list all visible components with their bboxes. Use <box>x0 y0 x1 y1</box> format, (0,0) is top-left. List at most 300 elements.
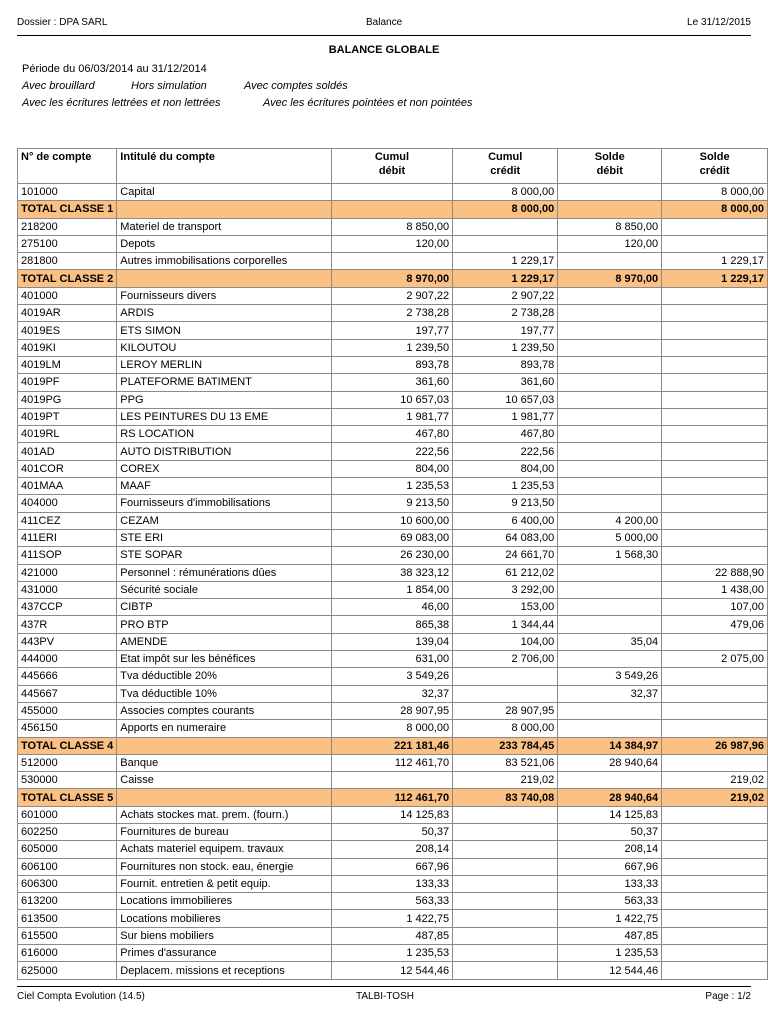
cell-solde-debit <box>558 651 662 668</box>
cell-label: Locations immobilieres <box>117 893 331 910</box>
col-header-solde-debit: Solde débit <box>558 149 662 184</box>
cell-cumul-debit: 865,38 <box>331 616 452 633</box>
cell-solde-debit <box>558 443 662 460</box>
cell-solde-debit <box>558 305 662 322</box>
cell-account: TOTAL CLASSE 5 <box>18 789 117 806</box>
cell-cumul-debit: 467,80 <box>331 426 452 443</box>
balance-table <box>17 148 768 980</box>
table-row <box>18 564 768 581</box>
cell-label: Sécurité sociale <box>117 581 331 598</box>
cell-solde-debit: 667,96 <box>558 858 662 875</box>
header-divider <box>17 35 751 36</box>
table-row <box>18 720 768 737</box>
cell-cumul-debit: 46,00 <box>331 599 452 616</box>
cell-cumul-debit: 12 544,46 <box>331 962 452 979</box>
cell-solde-debit: 50,37 <box>558 823 662 840</box>
cell-cumul-credit: 804,00 <box>453 460 558 477</box>
cell-solde-debit: 3 549,26 <box>558 668 662 685</box>
cell-cumul-credit: 153,00 <box>453 599 558 616</box>
cell-account: 4019LM <box>18 356 117 373</box>
cell-cumul-debit: 222,56 <box>331 443 452 460</box>
cell-solde-credit: 219,02 <box>662 789 768 806</box>
cell-solde-debit: 8 970,00 <box>558 270 662 287</box>
cell-label: AMENDE <box>117 633 331 650</box>
cell-cumul-debit: 667,96 <box>331 858 452 875</box>
cell-label: RS LOCATION <box>117 426 331 443</box>
cell-solde-credit <box>662 478 768 495</box>
cell-account: 401AD <box>18 443 117 460</box>
cell-cumul-debit <box>331 772 452 789</box>
cell-cumul-credit <box>453 841 558 858</box>
cell-solde-debit: 563,33 <box>558 893 662 910</box>
cell-label: Deplacem. missions et receptions <box>117 962 331 979</box>
page-number: Page : 1/2 <box>705 991 751 1002</box>
cell-account: 401COR <box>18 460 117 477</box>
table-row <box>18 927 768 944</box>
table-row <box>18 287 768 304</box>
cell-label: AUTO DISTRIBUTION <box>117 443 331 460</box>
cell-cumul-debit <box>331 184 452 201</box>
cell-account: 4019ES <box>18 322 117 339</box>
cell-cumul-debit: 112 461,70 <box>331 754 452 771</box>
cell-solde-credit <box>662 927 768 944</box>
cell-cumul-credit: 9 213,50 <box>453 495 558 512</box>
cell-account: 411CEZ <box>18 512 117 529</box>
table-row <box>18 184 768 201</box>
cell-label: Sur biens mobiliers <box>117 927 331 944</box>
table-row <box>18 426 768 443</box>
cell-solde-credit <box>662 218 768 235</box>
table-row <box>18 460 768 477</box>
cell-label: Materiel de transport <box>117 218 331 235</box>
cell-solde-credit <box>662 547 768 564</box>
cell-cumul-credit <box>453 668 558 685</box>
cell-label: Caisse <box>117 772 331 789</box>
cell-cumul-credit: 1 239,50 <box>453 339 558 356</box>
cell-solde-debit: 14 384,97 <box>558 737 662 754</box>
cell-cumul-debit: 208,14 <box>331 841 452 858</box>
cell-account: 4019AR <box>18 305 117 322</box>
table-row <box>18 391 768 408</box>
option-ecritures-lettrees: Avec les écritures lettrées et non lettrées <box>22 97 221 109</box>
cell-solde-credit <box>662 287 768 304</box>
cell-solde-credit <box>662 962 768 979</box>
cell-account: 401MAA <box>18 478 117 495</box>
table-row <box>18 875 768 892</box>
cell-account: 437CCP <box>18 599 117 616</box>
total-row <box>18 270 768 287</box>
table-row <box>18 893 768 910</box>
cell-cumul-debit: 14 125,83 <box>331 806 452 823</box>
cell-solde-credit: 107,00 <box>662 599 768 616</box>
cell-solde-debit <box>558 408 662 425</box>
cell-account: 613200 <box>18 893 117 910</box>
option-simulation: Hors simulation <box>131 80 207 92</box>
cell-solde-debit <box>558 253 662 270</box>
table-row <box>18 443 768 460</box>
cell-solde-credit <box>662 305 768 322</box>
cell-solde-credit <box>662 720 768 737</box>
cell-cumul-debit: 487,85 <box>331 927 452 944</box>
cell-cumul-debit: 2 907,22 <box>331 287 452 304</box>
table-header-row <box>18 149 768 184</box>
cell-label <box>117 270 331 287</box>
cell-solde-credit: 26 987,96 <box>662 737 768 754</box>
cell-cumul-credit <box>453 893 558 910</box>
cell-label: Banque <box>117 754 331 771</box>
cell-solde-debit: 133,33 <box>558 875 662 892</box>
cell-cumul-credit <box>453 685 558 702</box>
cell-solde-debit: 14 125,83 <box>558 806 662 823</box>
cell-account: 456150 <box>18 720 117 737</box>
cell-cumul-debit: 10 600,00 <box>331 512 452 529</box>
table-row <box>18 512 768 529</box>
cell-cumul-debit: 221 181,46 <box>331 737 452 754</box>
cell-cumul-credit: 6 400,00 <box>453 512 558 529</box>
cell-account: 404000 <box>18 495 117 512</box>
cell-solde-debit <box>558 374 662 391</box>
cell-cumul-debit: 69 083,00 <box>331 529 452 546</box>
cell-cumul-credit: 893,78 <box>453 356 558 373</box>
cell-solde-debit <box>558 720 662 737</box>
cell-label: PPG <box>117 391 331 408</box>
cell-account: 445667 <box>18 685 117 702</box>
cell-account: 4019KI <box>18 339 117 356</box>
cell-solde-credit <box>662 702 768 719</box>
cell-solde-credit <box>662 426 768 443</box>
cell-cumul-credit: 1 344,44 <box>453 616 558 633</box>
table-row <box>18 841 768 858</box>
cell-solde-credit <box>662 668 768 685</box>
cell-account: 616000 <box>18 945 117 962</box>
table-row <box>18 356 768 373</box>
cell-solde-credit: 2 075,00 <box>662 651 768 668</box>
table-row <box>18 374 768 391</box>
table-row <box>18 599 768 616</box>
cell-account: 421000 <box>18 564 117 581</box>
cell-solde-debit: 35,04 <box>558 633 662 650</box>
cell-account: 275100 <box>18 235 117 252</box>
cell-cumul-debit: 50,37 <box>331 823 452 840</box>
cell-solde-credit <box>662 512 768 529</box>
cell-solde-debit <box>558 564 662 581</box>
cell-cumul-debit: 133,33 <box>331 875 452 892</box>
software-label: Ciel Compta Evolution (14.5) <box>17 991 145 1002</box>
table-row <box>18 754 768 771</box>
table-row <box>18 962 768 979</box>
cell-solde-debit <box>558 702 662 719</box>
cell-label: PLATEFORME BATIMENT <box>117 374 331 391</box>
cell-solde-credit <box>662 633 768 650</box>
cell-cumul-credit: 1 235,53 <box>453 478 558 495</box>
cell-solde-credit <box>662 841 768 858</box>
cell-solde-credit: 8 000,00 <box>662 201 768 218</box>
table-row <box>18 339 768 356</box>
cell-solde-credit <box>662 460 768 477</box>
cell-solde-debit <box>558 426 662 443</box>
cell-label <box>117 789 331 806</box>
table-row <box>18 305 768 322</box>
cell-label: Etat impôt sur les bénéfices <box>117 651 331 668</box>
cell-cumul-credit: 2 738,28 <box>453 305 558 322</box>
cell-account: TOTAL CLASSE 1 <box>18 201 117 218</box>
cell-label: KILOUTOU <box>117 339 331 356</box>
cell-cumul-debit: 197,77 <box>331 322 452 339</box>
total-row <box>18 201 768 218</box>
cell-account: 4019RL <box>18 426 117 443</box>
cell-solde-debit <box>558 599 662 616</box>
cell-label: Tva déductible 20% <box>117 668 331 685</box>
cell-solde-credit <box>662 685 768 702</box>
cell-cumul-credit: 83 521,06 <box>453 754 558 771</box>
table-row <box>18 408 768 425</box>
cell-label: PRO BTP <box>117 616 331 633</box>
cell-cumul-debit: 10 657,03 <box>331 391 452 408</box>
table-row <box>18 858 768 875</box>
cell-cumul-debit: 1 981,77 <box>331 408 452 425</box>
cell-account: 411ERI <box>18 529 117 546</box>
cell-cumul-debit: 1 239,50 <box>331 339 452 356</box>
cell-solde-debit: 32,37 <box>558 685 662 702</box>
table-row <box>18 581 768 598</box>
period-text: Période du 06/03/2014 au 31/12/2014 <box>22 63 207 75</box>
cell-solde-debit: 120,00 <box>558 235 662 252</box>
cell-solde-credit <box>662 529 768 546</box>
table-row <box>18 218 768 235</box>
col-header-account: N° de compte <box>18 149 117 184</box>
report-date: Le 31/12/2015 <box>687 17 751 28</box>
cell-cumul-credit: 3 292,00 <box>453 581 558 598</box>
cell-cumul-credit: 8 000,00 <box>453 201 558 218</box>
cell-label: LES PEINTURES DU 13 EME <box>117 408 331 425</box>
table-row <box>18 772 768 789</box>
cell-cumul-credit <box>453 927 558 944</box>
cell-label: LEROY MERLIN <box>117 356 331 373</box>
cell-solde-credit <box>662 495 768 512</box>
cell-cumul-credit: 8 000,00 <box>453 184 558 201</box>
table-row <box>18 685 768 702</box>
cell-account: 443PV <box>18 633 117 650</box>
cell-solde-credit <box>662 408 768 425</box>
cell-cumul-credit: 1 229,17 <box>453 253 558 270</box>
dossier-label: Dossier : DPA SARL <box>17 17 108 28</box>
cell-account: 431000 <box>18 581 117 598</box>
cell-label: Personnel : rémunérations dûes <box>117 564 331 581</box>
table-row <box>18 910 768 927</box>
cell-account: 530000 <box>18 772 117 789</box>
cell-label: Fournisseurs divers <box>117 287 331 304</box>
cell-cumul-credit: 197,77 <box>453 322 558 339</box>
cell-solde-credit <box>662 339 768 356</box>
cell-cumul-credit <box>453 858 558 875</box>
cell-cumul-debit: 32,37 <box>331 685 452 702</box>
table-row <box>18 253 768 270</box>
cell-account: 615500 <box>18 927 117 944</box>
cell-cumul-debit: 361,60 <box>331 374 452 391</box>
total-row <box>18 737 768 754</box>
cell-solde-debit: 487,85 <box>558 927 662 944</box>
cell-solde-credit <box>662 443 768 460</box>
cell-cumul-debit: 38 323,12 <box>331 564 452 581</box>
cell-label: Capital <box>117 184 331 201</box>
cell-account: 512000 <box>18 754 117 771</box>
option-ecritures-pointees: Avec les écritures pointées et non pointées <box>263 97 473 109</box>
cell-solde-credit <box>662 391 768 408</box>
cell-cumul-credit <box>453 945 558 962</box>
cell-account: 601000 <box>18 806 117 823</box>
cell-label: MAAF <box>117 478 331 495</box>
cell-cumul-debit: 9 213,50 <box>331 495 452 512</box>
cell-solde-debit <box>558 391 662 408</box>
cell-label: Fournitures non stock. eau, énergie <box>117 858 331 875</box>
cell-cumul-debit: 1 235,53 <box>331 945 452 962</box>
option-brouillard: Avec brouillard <box>22 80 95 92</box>
cell-solde-credit <box>662 875 768 892</box>
cell-solde-credit <box>662 235 768 252</box>
cell-cumul-credit: 64 083,00 <box>453 529 558 546</box>
cell-solde-credit <box>662 374 768 391</box>
cell-label: Autres immobilisations corporelles <box>117 253 331 270</box>
cell-account: 445666 <box>18 668 117 685</box>
cell-solde-debit: 12 544,46 <box>558 962 662 979</box>
cell-solde-debit: 5 000,00 <box>558 529 662 546</box>
cell-account: 602250 <box>18 823 117 840</box>
cell-account: 606300 <box>18 875 117 892</box>
cell-label: ETS SIMON <box>117 322 331 339</box>
cell-cumul-credit <box>453 910 558 927</box>
table-row <box>18 651 768 668</box>
footer-divider <box>17 986 751 987</box>
cell-label: ARDIS <box>117 305 331 322</box>
cell-account: 4019PT <box>18 408 117 425</box>
table-row <box>18 478 768 495</box>
cell-solde-debit <box>558 581 662 598</box>
cell-solde-debit <box>558 287 662 304</box>
table-row <box>18 529 768 546</box>
cell-cumul-credit: 28 907,95 <box>453 702 558 719</box>
col-header-cumul-debit: Cumul débit <box>331 149 452 184</box>
table-row <box>18 702 768 719</box>
cell-solde-debit: 28 940,64 <box>558 789 662 806</box>
cell-solde-debit: 1 568,30 <box>558 547 662 564</box>
cell-cumul-credit <box>453 806 558 823</box>
cell-account: 4019PG <box>18 391 117 408</box>
cell-solde-credit <box>662 356 768 373</box>
cell-account: 218200 <box>18 218 117 235</box>
cell-cumul-debit <box>331 253 452 270</box>
cell-account: 411SOP <box>18 547 117 564</box>
cell-cumul-credit: 361,60 <box>453 374 558 391</box>
table-row <box>18 616 768 633</box>
cell-label: Achats materiel equipem. travaux <box>117 841 331 858</box>
cell-label <box>117 201 331 218</box>
cell-cumul-credit: 24 661,70 <box>453 547 558 564</box>
cell-cumul-debit: 893,78 <box>331 356 452 373</box>
table-row <box>18 633 768 650</box>
cell-solde-credit <box>662 322 768 339</box>
cell-solde-debit <box>558 495 662 512</box>
cell-account: 613500 <box>18 910 117 927</box>
cell-label: COREX <box>117 460 331 477</box>
table-row <box>18 235 768 252</box>
cell-solde-debit: 1 235,53 <box>558 945 662 962</box>
cell-solde-credit <box>662 910 768 927</box>
cell-cumul-debit: 112 461,70 <box>331 789 452 806</box>
col-header-label: Intitulé du compte <box>117 149 331 184</box>
col-header-solde-credit: Solde crédit <box>662 149 768 184</box>
cell-solde-debit <box>558 616 662 633</box>
cell-solde-debit: 208,14 <box>558 841 662 858</box>
cell-cumul-debit: 26 230,00 <box>331 547 452 564</box>
cell-account: 444000 <box>18 651 117 668</box>
cell-label: Fournisseurs d'immobilisations <box>117 495 331 512</box>
company-label: TALBI-TOSH <box>356 991 414 1002</box>
cell-cumul-debit: 8 000,00 <box>331 720 452 737</box>
cell-cumul-credit: 1 981,77 <box>453 408 558 425</box>
cell-cumul-credit: 2 907,22 <box>453 287 558 304</box>
cell-label: Associes comptes courants <box>117 702 331 719</box>
cell-solde-credit: 1 229,17 <box>662 270 768 287</box>
cell-solde-credit: 1 438,00 <box>662 581 768 598</box>
cell-solde-credit: 219,02 <box>662 772 768 789</box>
table-row <box>18 945 768 962</box>
cell-cumul-debit: 2 738,28 <box>331 305 452 322</box>
cell-label: CIBTP <box>117 599 331 616</box>
cell-cumul-credit <box>453 875 558 892</box>
cell-cumul-credit <box>453 235 558 252</box>
cell-label: STE SOPAR <box>117 547 331 564</box>
cell-solde-debit <box>558 460 662 477</box>
cell-label: Achats stockes mat. prem. (fourn.) <box>117 806 331 823</box>
cell-account: TOTAL CLASSE 4 <box>18 737 117 754</box>
cell-account: TOTAL CLASSE 2 <box>18 270 117 287</box>
cell-cumul-debit: 3 549,26 <box>331 668 452 685</box>
cell-solde-debit: 8 850,00 <box>558 218 662 235</box>
cell-cumul-credit: 1 229,17 <box>453 270 558 287</box>
cell-cumul-debit: 1 854,00 <box>331 581 452 598</box>
col-header-cumul-credit: Cumul crédit <box>453 149 558 184</box>
cell-cumul-credit <box>453 823 558 840</box>
cell-solde-credit <box>662 893 768 910</box>
cell-cumul-credit: 61 212,02 <box>453 564 558 581</box>
cell-cumul-credit: 83 740,08 <box>453 789 558 806</box>
cell-account: 606100 <box>18 858 117 875</box>
cell-cumul-credit: 10 657,03 <box>453 391 558 408</box>
cell-cumul-credit: 2 706,00 <box>453 651 558 668</box>
cell-cumul-debit: 563,33 <box>331 893 452 910</box>
cell-cumul-debit: 631,00 <box>331 651 452 668</box>
cell-cumul-credit: 219,02 <box>453 772 558 789</box>
option-comptes-soldes: Avec comptes soldés <box>244 80 348 92</box>
cell-solde-debit <box>558 339 662 356</box>
table-row <box>18 495 768 512</box>
cell-solde-credit <box>662 858 768 875</box>
cell-account: 625000 <box>18 962 117 979</box>
cell-cumul-credit <box>453 962 558 979</box>
cell-account: 101000 <box>18 184 117 201</box>
table-body <box>18 184 768 980</box>
cell-cumul-debit: 1 235,53 <box>331 478 452 495</box>
table-row <box>18 806 768 823</box>
page-title: BALANCE GLOBALE <box>328 44 440 56</box>
cell-solde-debit: 1 422,75 <box>558 910 662 927</box>
cell-solde-debit <box>558 478 662 495</box>
cell-label <box>117 737 331 754</box>
cell-solde-debit <box>558 356 662 373</box>
table-row <box>18 547 768 564</box>
cell-label: Tva déductible 10% <box>117 685 331 702</box>
cell-solde-debit: 4 200,00 <box>558 512 662 529</box>
